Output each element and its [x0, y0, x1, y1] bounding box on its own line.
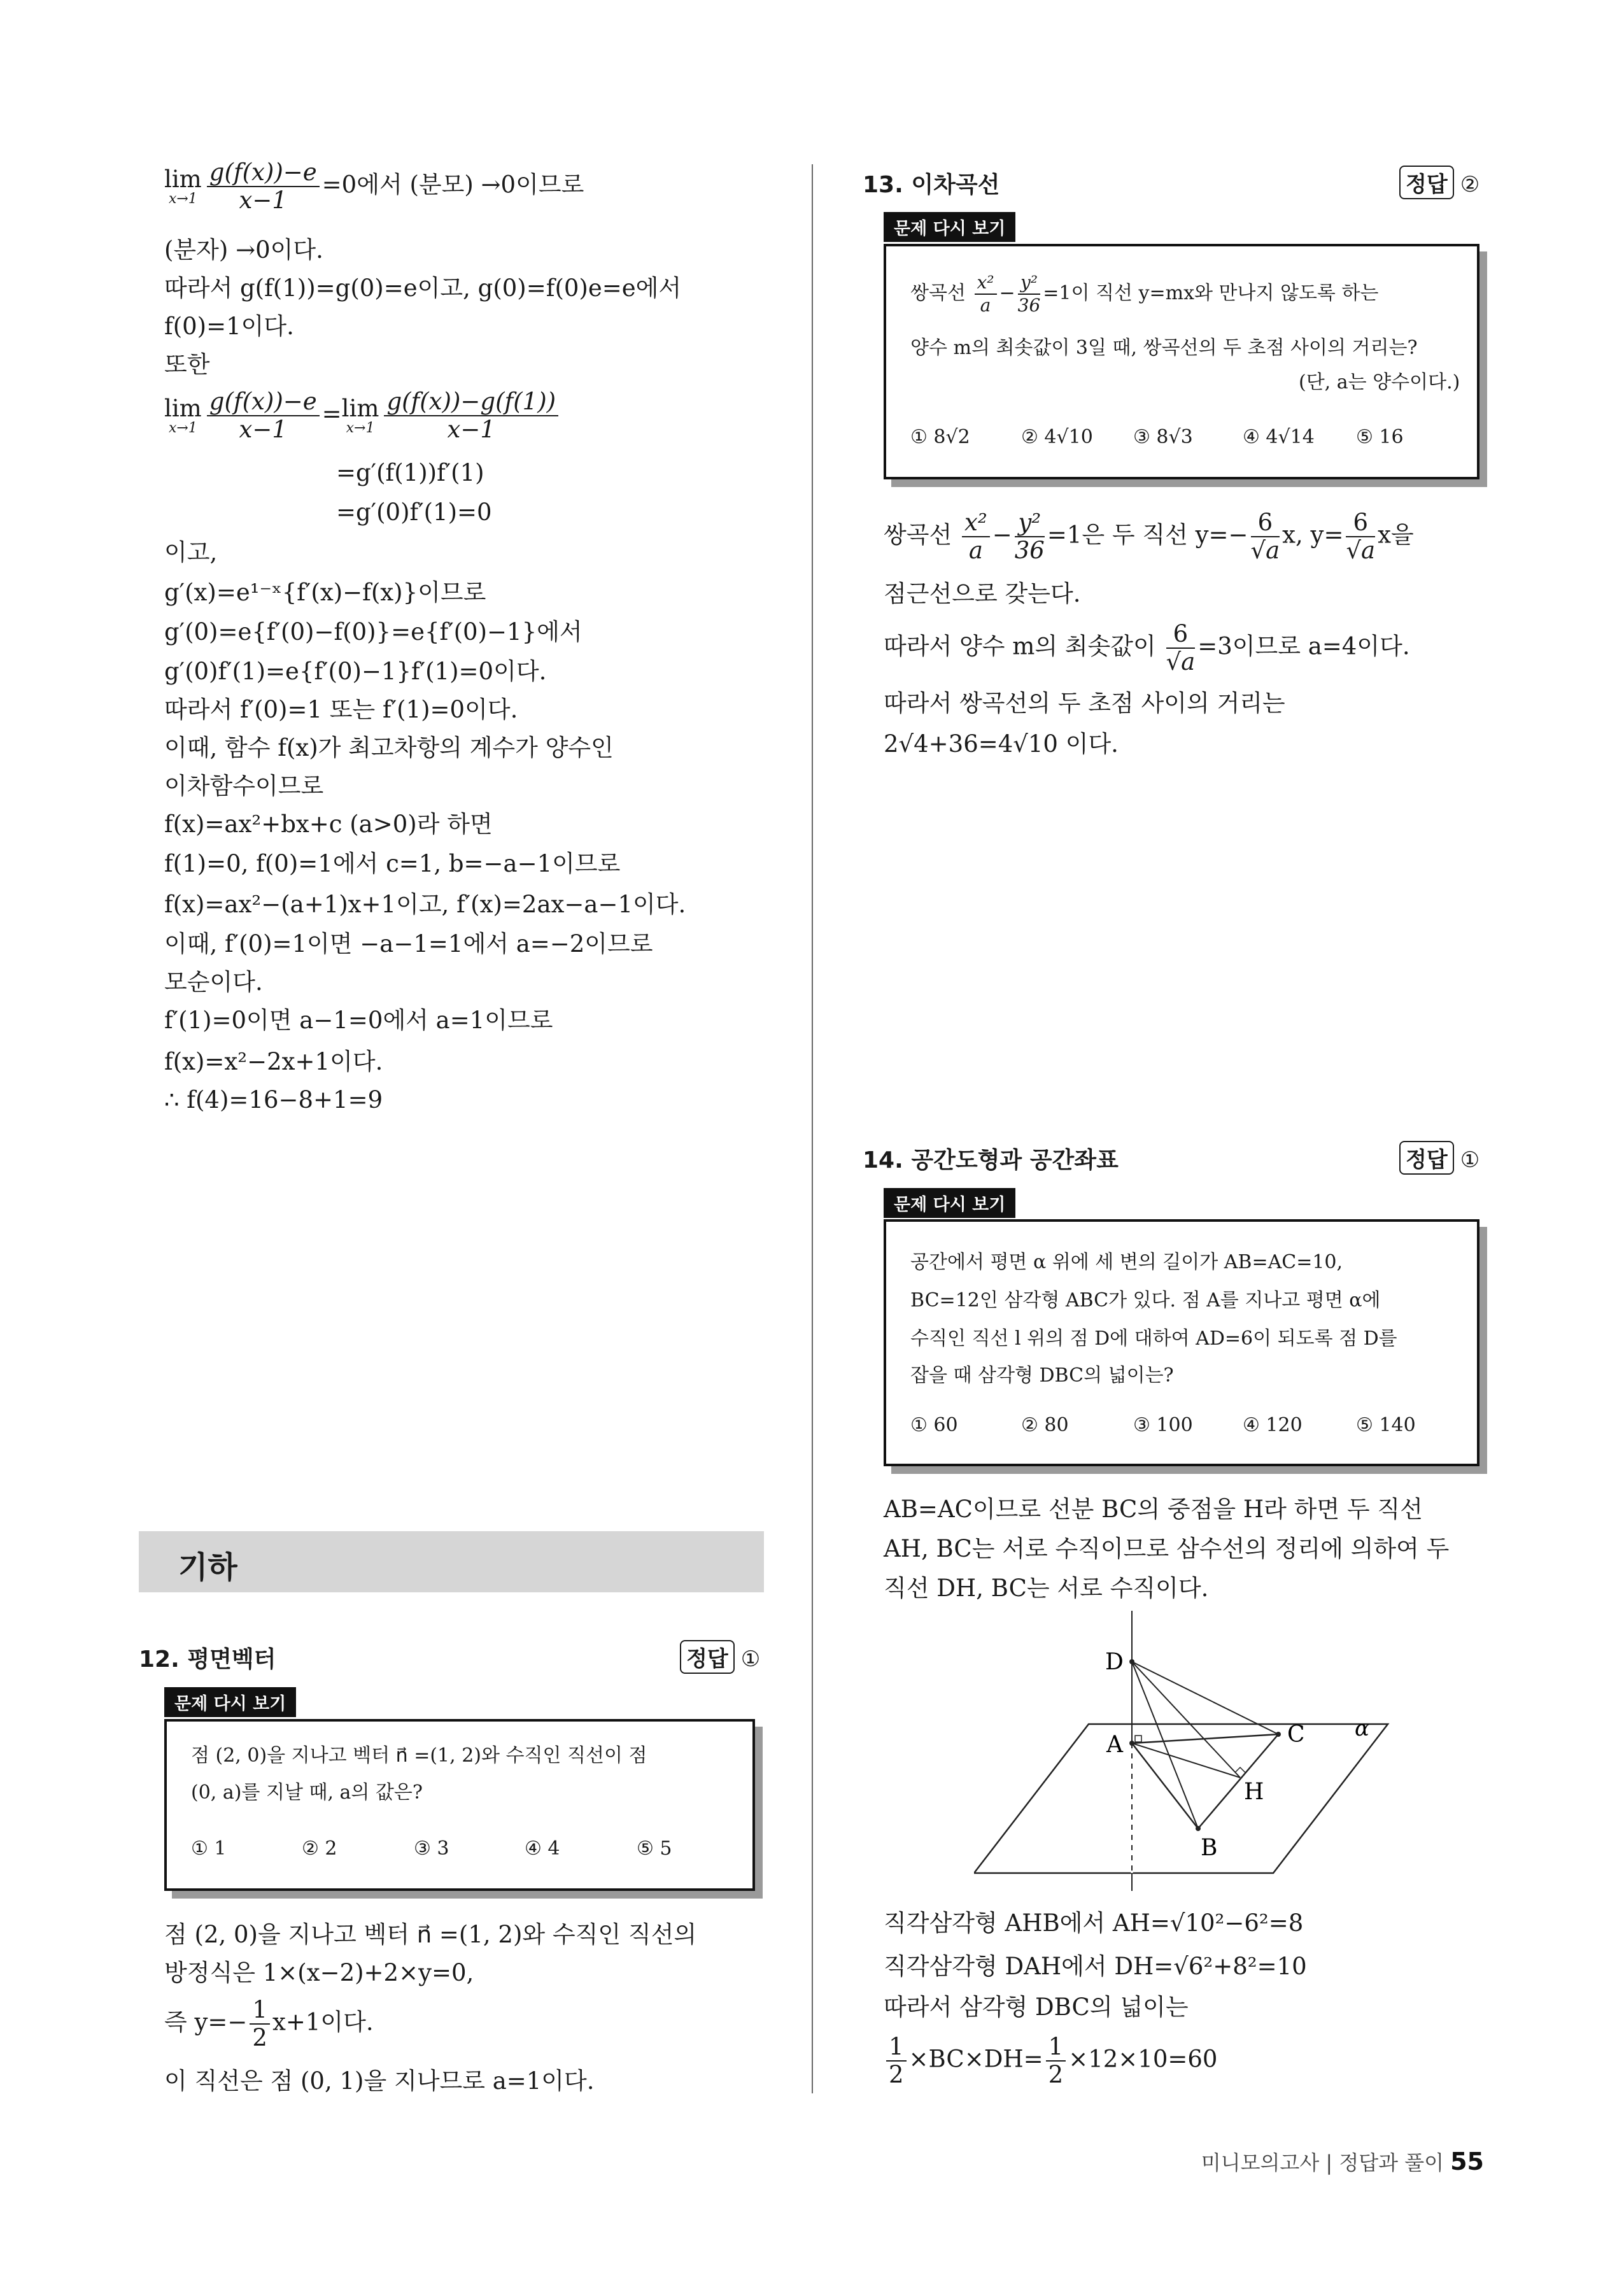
- choice: ⑤ 5: [637, 1837, 672, 1860]
- question-13-answer: 정답 ②: [1399, 166, 1479, 199]
- solution-line: g′(0)=e{f′(0)−f(0)}=e{f′(0)−1}에서: [164, 618, 583, 646]
- solution-line: 이 직선은 점 (0, 1)을 지나므로 a=1이다.: [164, 2067, 595, 2095]
- question-12-box: [164, 1719, 755, 1891]
- solution-line: 방정식은 1×(x−2)+2×y=0,: [164, 1959, 474, 1986]
- review-tab: 문제 다시 보기: [884, 212, 1015, 242]
- solution-line: 따라서 쌍곡선의 두 초점 사이의 거리는: [884, 690, 1285, 717]
- box-line: (0, a)를 지날 때, a의 값은?: [191, 1781, 423, 1804]
- choice: ② 2: [302, 1837, 337, 1860]
- choice: ④ 4: [525, 1837, 560, 1860]
- solution-line: f(x)=ax²+bx+c (a>0)라 하면: [164, 810, 493, 838]
- solution-line: 이고,: [164, 539, 218, 566]
- box-line: 수직인 직선 l 위의 점 D에 대하여 AD=6이 되도록 점 D를: [910, 1327, 1397, 1350]
- point-A: [1129, 1741, 1134, 1746]
- point-D: [1129, 1659, 1134, 1664]
- choice: ③ 100: [1133, 1414, 1193, 1436]
- solution-line: 점근선으로 갖는다.: [884, 580, 1081, 607]
- solution-line: 따라서 g(f(1))=g(0)=e이고, g(0)=f(0)e=e에서: [164, 274, 682, 302]
- point-B: [1196, 1826, 1201, 1831]
- box-line: BC=12인 삼각형 ABC가 있다. 점 A를 지나고 평면 α에: [910, 1289, 1381, 1312]
- solution-line: g′(x)=e¹⁻ˣ{f′(x)−f(x)}이므로: [164, 579, 486, 606]
- fraction: $\frac{g(f(x))-g(f(1))}{x-1}$: [384, 388, 558, 443]
- box-line: 공간에서 평면 α 위에 세 변의 길이가 AB=AC=10,: [910, 1251, 1343, 1273]
- choice: ① 60: [910, 1414, 958, 1436]
- question-13-box: [884, 244, 1479, 479]
- review-tab: 문제 다시 보기: [884, 1188, 1015, 1218]
- solution-line: f(0)=1이다.: [164, 313, 294, 340]
- segment-DB: [1132, 1662, 1198, 1829]
- fraction: $\frac{6}{√a}$: [1250, 509, 1280, 564]
- question-12-answer: 정답 ①: [680, 1640, 760, 1674]
- fraction: $\frac{\text{y²}}{36}$: [1014, 509, 1045, 564]
- fraction: $\frac{6}{√a}$: [1346, 509, 1376, 564]
- choice: ⑤ 16: [1356, 426, 1404, 448]
- fraction: $\frac{1}{2}$: [886, 2034, 907, 2088]
- point-C: [1276, 1732, 1281, 1737]
- choice: ① 1: [191, 1837, 227, 1860]
- fraction: $\frac{\text{y²}}{36}$: [1017, 272, 1041, 316]
- fraction: $\frac{6}{√a}$: [1166, 620, 1196, 676]
- solution-line: f(x)=x²−2x+1이다.: [164, 1048, 383, 1075]
- choice: ② 4√10: [1021, 426, 1093, 448]
- page-number: 55: [1450, 2147, 1484, 2175]
- limit: lim x→1: [164, 166, 202, 207]
- box-line: 점 (2, 0)을 지나고 벡터 n⃗ =(1, 2)와 수직인 직선이 점: [191, 1744, 647, 1767]
- solution-line: 점 (2, 0)을 지나고 벡터 n⃗ =(1, 2)와 수직인 직선의: [164, 1921, 697, 1948]
- solution-line: 이차함수이므로: [164, 772, 324, 800]
- plane-alpha: [974, 1724, 1388, 1873]
- review-tab: 문제 다시 보기: [164, 1687, 296, 1717]
- box-line: 쌍곡선 $\frac{\text{x²}}{a}$ − $\frac{\text{y²}}{36}$ =1이 직선 y=mx와 만나지 않도록 하는: [910, 272, 1379, 316]
- label-B: B: [1201, 1835, 1218, 1861]
- solution-line: f(x)=ax²−(a+1)x+1이고, f′(x)=2ax−a−1이다.: [164, 891, 686, 918]
- page-footer: [1201, 2147, 1484, 2176]
- right-angle-H: [1235, 1767, 1245, 1772]
- limit: lim x→1: [341, 395, 379, 436]
- answer-tag: 정답: [1399, 1141, 1454, 1175]
- solution-line: 모순이다.: [164, 968, 263, 996]
- solution-line: f(1)=0, f(0)=1에서 c=1, b=−a−1이므로: [164, 850, 621, 877]
- fraction: $\frac{g(f(x))-e}{x-1}$: [207, 388, 320, 443]
- solution-line: (분자) →0이다.: [164, 236, 323, 264]
- question-14-answer: 정답 ①: [1399, 1141, 1479, 1175]
- geometry-figure: [974, 1611, 1407, 1891]
- limit: lim x→1: [164, 395, 202, 436]
- solution-line: 2√4+36=4√10 이다.: [884, 730, 1119, 758]
- solution-line: 따라서 양수 m의 최솟값이 $\frac{6}{√a}$ =3이므로 a=4이다.: [884, 620, 1410, 676]
- choice: ③ 8√3: [1133, 426, 1193, 448]
- solution-line: 직각삼각형 DAH에서 DH=√6²+8²=10: [884, 1953, 1307, 1980]
- solution-line: 즉 y=− $\frac{1}{2}$ x+1이다.: [164, 1996, 374, 2051]
- solution-line: AH, BC는 서로 수직이므로 삼수선의 정리에 의하여 두: [884, 1535, 1450, 1562]
- solution-line: 직선 DH, BC는 서로 수직이다.: [884, 1574, 1209, 1602]
- fraction: $\frac{g(f(x))-e}{x-1}$: [207, 159, 320, 214]
- fraction: $\frac{1}{2}$: [1046, 2034, 1066, 2088]
- solution-line: lim x→1 $\frac{g(f(x))-e}{x-1}$ = lim x→1 $\frac{g(f(x))-g(f(1))}{x-1}$: [164, 388, 561, 443]
- segment-AB: [1132, 1743, 1198, 1829]
- question-13-title: 13. 이차곡선: [863, 172, 1000, 198]
- footer-text: 미니모의고사 | 정답과 풀이: [1201, 2151, 1444, 2175]
- choice: ③ 3: [414, 1837, 449, 1860]
- column-divider: [812, 164, 813, 2093]
- label-A: A: [1106, 1732, 1123, 1758]
- question-14-box: [884, 1219, 1479, 1466]
- right-angle-A: [1135, 1736, 1141, 1742]
- choice: ⑤ 140: [1356, 1414, 1416, 1436]
- solution-line: 이때, 함수 f(x)가 최고차항의 계수가 양수인: [164, 734, 614, 761]
- solution-line: 직각삼각형 AHB에서 AH=√10²−6²=8: [884, 1909, 1304, 1937]
- solution-line: lim x→1 $\frac{g(f(x))-e}{x-1}$ =0에서 (분모) →0이므로: [164, 159, 584, 214]
- solution-line: 따라서 삼각형 DBC의 넓이는: [884, 1993, 1189, 2021]
- solution-line: =g′(0)f′(1)=0: [336, 499, 492, 526]
- box-line: 잡을 때 삼각형 DBC의 넓이는?: [910, 1364, 1174, 1387]
- choice: ① 8√2: [910, 426, 970, 448]
- label-H: H: [1244, 1779, 1264, 1805]
- box-line: (단, a는 양수이다.): [1299, 371, 1460, 393]
- solution-line: f′(1)=0이면 a−1=0에서 a=1이므로: [164, 1007, 553, 1034]
- answer-tag: 정답: [680, 1640, 735, 1674]
- section-title: 기하: [178, 1550, 237, 1585]
- label-alpha: α: [1355, 1716, 1369, 1741]
- solution-line: ∴ f(4)=16−8+1=9: [164, 1086, 383, 1114]
- solution-line: 쌍곡선 $\frac{\text{x²}}{a}$ − $\frac{\text{y²}}{36}$ =1은 두 직선 y=− $\frac{6}{√a}$ x, y= $\frac{6}{√a}$ x을: [884, 509, 1414, 564]
- solution-line: 또한: [164, 351, 210, 378]
- box-line: 양수 m의 최솟값이 3일 때, 쌍곡선의 두 초점 사이의 거리는?: [910, 337, 1418, 359]
- fraction: $\frac{1}{2}$: [250, 1997, 270, 2051]
- label-D: D: [1105, 1649, 1124, 1675]
- segment-AC: [1132, 1734, 1278, 1743]
- question-14-title: 14. 공간도형과 공간좌표: [863, 1147, 1119, 1173]
- solution-line: 따라서 f′(0)=1 또는 f′(1)=0이다.: [164, 696, 518, 723]
- choice: ④ 4√14: [1243, 426, 1315, 448]
- choice: ② 80: [1021, 1414, 1069, 1436]
- section-header: [139, 1531, 764, 1592]
- segment-BC: [1198, 1734, 1278, 1829]
- fraction: $\frac{\text{x²}}{a}$: [962, 509, 990, 564]
- label-C: C: [1287, 1722, 1305, 1748]
- solution-line: $\frac{1}{2}$ ×BC×DH= $\frac{1}{2}$ ×12×10=60: [884, 2034, 1217, 2088]
- choice: ④ 120: [1243, 1414, 1303, 1436]
- answer-tag: 정답: [1399, 166, 1454, 199]
- solution-line: =g′(f(1))f′(1): [336, 459, 484, 486]
- solution-line: 이때, f′(0)=1이면 −a−1=1에서 a=−2이므로: [164, 930, 653, 958]
- question-12-title: 12. 평면벡터: [139, 1646, 276, 1673]
- fraction: $\frac{\text{x²}}{a}$: [975, 272, 997, 316]
- solution-line: AB=AC이므로 선분 BC의 중점을 H라 하면 두 직선: [884, 1496, 1423, 1523]
- solution-line: g′(0)f′(1)=e{f′(0)−1}f′(1)=0이다.: [164, 658, 547, 685]
